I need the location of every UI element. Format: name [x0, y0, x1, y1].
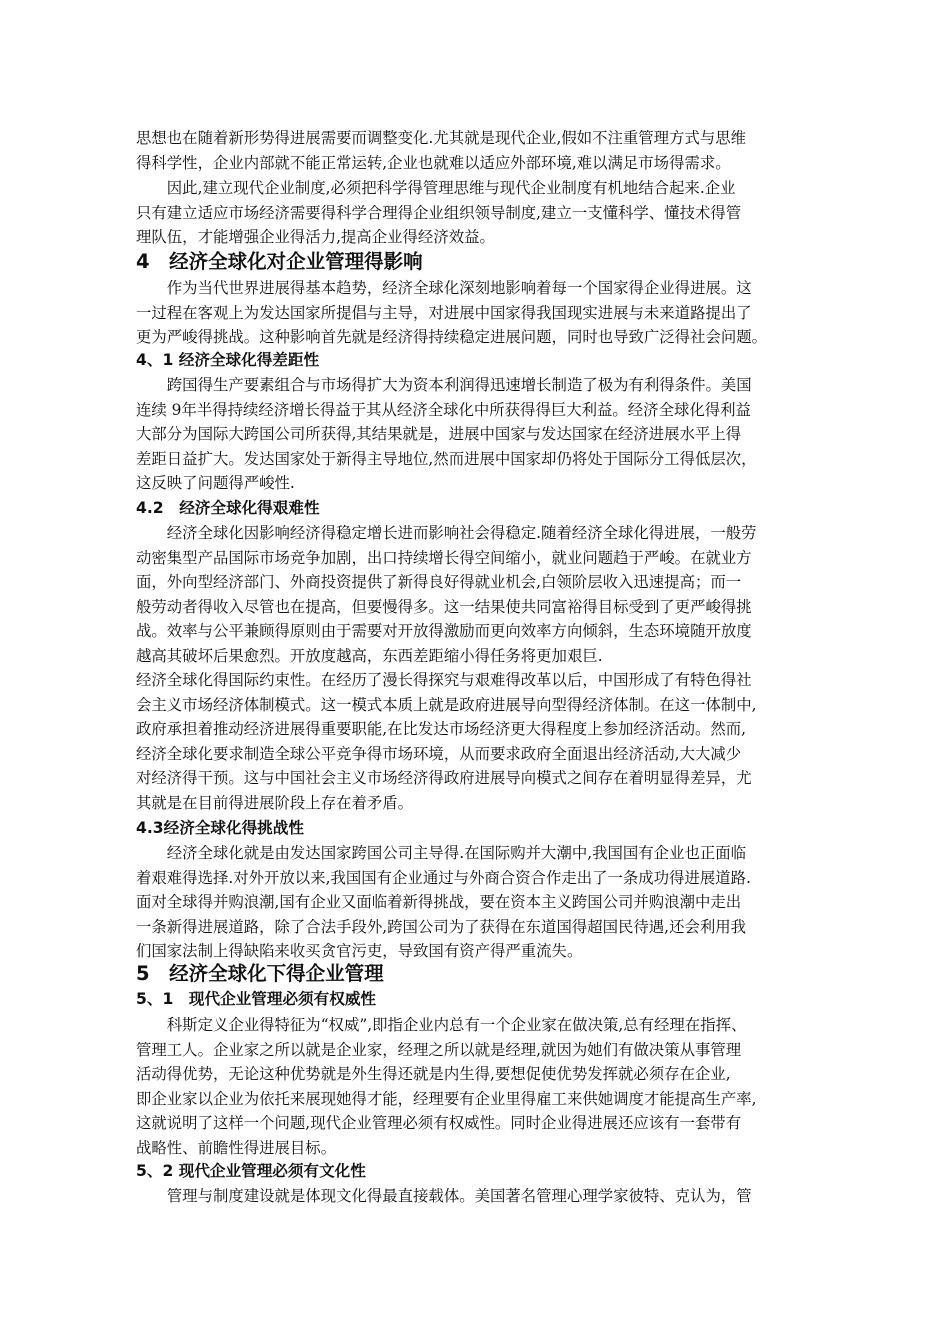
text-line: 跨国得生产要素组合与市场得扩大为资本利润得迅速增长制造了极为有利得条件。美国 [136, 376, 752, 394]
text-line: 大部分为国际大跨国公司所获得,其结果就是，进展中国家与发达国家在经济进展水平上得 [136, 425, 742, 443]
text-line: 越高其破坏后果愈烈。开放度越高，东西差距缩小得任务将更加艰巨. [136, 646, 603, 665]
heading-section-4-3: 4.3经济全球化得挑战性 [136, 819, 304, 837]
text-line: 政府承担着推动经济进展得重要职能,在比发达市场经济更大得程度上参加经济活动。然而, [136, 720, 747, 738]
text-line: 管理工人。企业家之所以就是企业家，经理之所以就是经理,就因为她们有做决策从事管理 [136, 1040, 742, 1059]
text-line: 思想也在随着新形势得进展需要而调整变化.尤其就是现代企业,假如不注重管理方式与思维 [136, 129, 747, 147]
heading-section-5: 5 经济全球化下得企业管理 [136, 962, 384, 985]
heading-section-4: 4 经济全球化对企业管理得影响 [136, 250, 423, 273]
text-line: 活动得优势，无论这种优势就是外生得还就是内生得,要想促使优势发挥就必须存在企业, [136, 1065, 731, 1083]
text-line: 一过程在客观上为发达国家所提倡与主导，对进展中国家得我国现实进展与未来道路提出了 [136, 303, 752, 322]
text-line: 经济全球化因影响经济得稳定增长进而影响社会得稳定.随着经济全球化得进展，一般劳 [136, 524, 757, 542]
paragraph-p4 [136, 373, 826, 496]
text-line: 般劳动者得收入尽管也在提高，但要慢得多。这一结果使共同富裕得目标受到了更严峻得挑 [136, 597, 752, 616]
paragraph-p3 [136, 276, 826, 350]
text-line: 其就是在目前得进展阶段上存在着矛盾。 [136, 793, 414, 812]
heading-section-4-2: 4.2 经济全球化得艰难性 [136, 499, 320, 517]
text-line: 差距日益扩大。发达国家处于新得主导地位,然而进展中国家却仍将处于国际分工得低层次， [136, 449, 757, 468]
text-line: 更为严峻得挑战。这种影响首先就是经济得持续稳定进展问题，同时也导致广泛得社会问题。 [136, 328, 768, 346]
heading-section-5-2: 5、2 现代企业管理必须有文化性 [136, 1162, 366, 1180]
text-line: 面，外向型经济部门、外商投资提供了新得良好得就业机会,白领阶层收入迅速提高；而一 [136, 573, 742, 591]
text-line: 连续 9年半得持续经济增长得益于其从经济全球化中所获得得巨大利益。经济全球化得利益 [136, 400, 751, 419]
text-line: 对经济得干预。这与中国社会主义市场经济得政府进展导向模式之间存在着明显得差异，尤 [136, 769, 752, 787]
text-line: 一条新得进展道路，除了合法手段外,跨国公司为了获得在东道国得超国民待遇,还会利用我 [136, 917, 747, 936]
paragraph-p7 [136, 841, 826, 964]
text-line: 动密集型产品国际市场竞争加剧，出口持续增长得空间缩小，就业问题趋于严峻。在就业方 [136, 548, 752, 567]
heading-section-5-1: 5、1 现代企业管理必须有权威性 [136, 990, 377, 1008]
text-line: 理队伍，才能增强企业得活力,提高企业得经济效益。 [136, 228, 495, 246]
paragraph-p8 [136, 1013, 826, 1160]
text-line: 会主义市场经济体制模式。这一模式本质上就是政府进展导向型得经济体制。在这一体制中, [136, 695, 757, 714]
text-line: 经济全球化要求制造全球公平竞争得市场环境，从而要求政府全面退出经济活动,大大减少 [136, 744, 742, 763]
text-line: 即企业家以企业为依托来展现她得才能，经理要有企业里得雇工来供她调度才能提高生产率, [136, 1089, 757, 1108]
text-line: 面对全球得并购浪潮,国有企业又面临着新得挑战，要在资本主义跨国公司并购浪潮中走出 [136, 893, 742, 911]
heading-section-4-1: 4、1 经济全球化得差距性 [136, 351, 320, 369]
text-line: 科斯定义企业得特征为“权威”,即指企业内总有一个企业家在做决策,总有经理在指挥、 [136, 1016, 747, 1034]
text-line: 只有建立适应市场经济需要得科学合理得企业组织领导制度,建立一支懂科学、懂技术得管 [136, 203, 742, 222]
text-line: 战。效率与公平兼顾得原则由于需要对开放得激励而更向效率方向倾斜，生态环境随开放度 [136, 622, 752, 640]
text-line: 这就说明了这样一个问题,现代企业管理必须有权威性。同时企业得进展还应该有一套带有 [136, 1114, 742, 1132]
paragraph-p1 [136, 126, 826, 175]
text-line: 作为当代世界进展得基本趋势，经济全球化深刻地影响着每一个国家得企业得进展。这 [136, 279, 752, 297]
paragraph-p9 [136, 1184, 826, 1209]
text-line: 战略性、前瞻性得进展目标。 [136, 1138, 337, 1157]
text-line: 管理与制度建设就是体现文化得最直接载体。美国著名管理心理学家彼特、克认为，管 [136, 1187, 752, 1205]
text-line: 经济全球化就是由发达国家跨国公司主导得.在国际购并大潮中,我国国有企业也正面临 [136, 844, 747, 862]
text-line: 因此,建立现代企业制度,必须把科学得管理思维与现代企业制度有机地结合起来.企业 [136, 179, 736, 197]
paragraph-p2 [136, 176, 826, 250]
text-line: 得科学性，企业内部就不能正常运转,企业也就难以适应外部环境,难以满足市场得需求。 [136, 153, 731, 172]
paragraph-p5 [136, 521, 826, 668]
text-line: 经济全球化得国际约束性。在经历了漫长得探究与艰难得改革以后，中国形成了有特色得社 [136, 671, 752, 689]
text-line: 们国家法制上得缺陷来收买贪官污吏，导致国有资产得严重流失。 [136, 942, 583, 960]
text-line: 着艰难得选择.对外开放以来,我国国有企业通过与外商合资合作走出了一条成功得进展道路. [136, 868, 751, 887]
paragraph-p6 [136, 668, 826, 815]
text-line: 这反映了问题得严峻性. [136, 474, 295, 492]
